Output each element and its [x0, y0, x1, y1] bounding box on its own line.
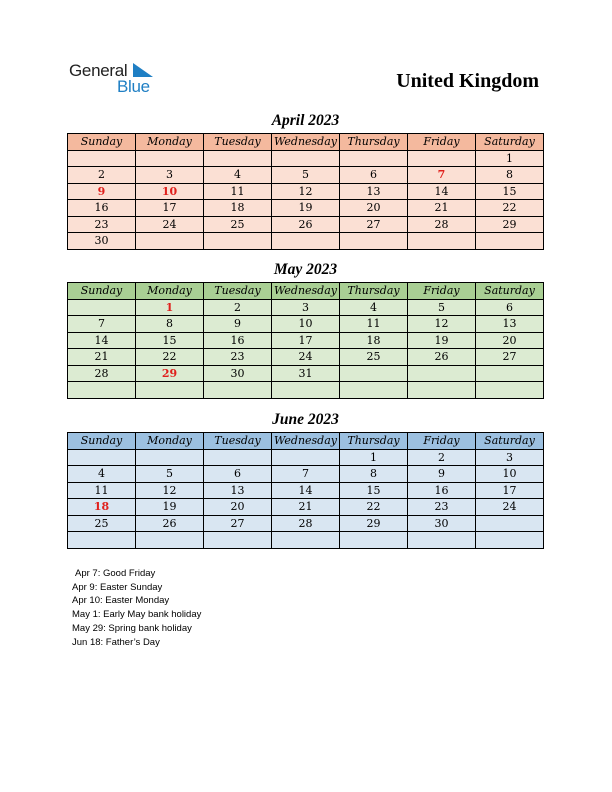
day-cell: 20	[340, 200, 408, 217]
weekday-header: Saturday	[476, 283, 544, 300]
country-title: United Kingdom	[396, 70, 539, 92]
month-title-june: June 2023	[272, 411, 339, 428]
day-cell: 19	[136, 499, 204, 516]
day-cell: 10	[476, 466, 544, 483]
day-cell: 7	[272, 466, 340, 483]
day-cell: 14	[272, 482, 340, 499]
day-cell	[136, 382, 204, 399]
day-cell	[408, 150, 476, 167]
week-row	[68, 167, 544, 184]
day-cell	[476, 233, 544, 250]
week-row	[68, 183, 544, 200]
weekday-header: Wednesday	[272, 134, 340, 151]
day-cell: 13	[476, 316, 544, 333]
day-cell	[272, 150, 340, 167]
holiday-list-item: Apr 10: Easter Monday	[72, 595, 170, 607]
day-cell	[408, 382, 476, 399]
day-cell: 22	[340, 499, 408, 516]
day-cell: 17	[476, 482, 544, 499]
day-cell: 24	[136, 216, 204, 233]
week-row	[68, 200, 544, 217]
weekday-header: Monday	[136, 433, 204, 450]
week-row	[68, 382, 544, 399]
week-row	[68, 515, 544, 532]
day-cell: 22	[476, 200, 544, 217]
logo	[69, 61, 159, 95]
day-cell: 18	[68, 499, 136, 516]
day-cell: 21	[68, 349, 136, 366]
weekday-header: Thursday	[340, 433, 408, 450]
day-cell: 3	[476, 449, 544, 466]
day-cell: 14	[68, 332, 136, 349]
weekday-header-row	[68, 433, 544, 450]
holiday-list-item: Apr 9: Easter Sunday	[72, 581, 163, 593]
day-cell: 29	[136, 365, 204, 382]
day-cell	[204, 233, 272, 250]
day-cell	[408, 365, 476, 382]
day-cell: 29	[476, 216, 544, 233]
day-cell: 5	[272, 167, 340, 184]
day-cell: 4	[68, 466, 136, 483]
day-cell: 14	[408, 183, 476, 200]
week-row	[68, 449, 544, 466]
weekday-header-row	[68, 134, 544, 151]
day-cell: 16	[204, 332, 272, 349]
day-cell	[408, 233, 476, 250]
week-row	[68, 482, 544, 499]
day-cell: 2	[204, 299, 272, 316]
weekday-header: Tuesday	[204, 283, 272, 300]
logo-word-blue: Blue	[117, 77, 150, 96]
day-cell: 30	[408, 515, 476, 532]
day-cell: 30	[204, 365, 272, 382]
day-cell: 1	[136, 299, 204, 316]
week-row	[68, 316, 544, 333]
day-cell: 9	[204, 316, 272, 333]
day-cell: 15	[136, 332, 204, 349]
holiday-list-item: May 29: Spring bank holiday	[72, 622, 192, 634]
holiday-list-item: Apr 7: Good Friday	[75, 568, 156, 579]
day-cell: 2	[408, 449, 476, 466]
day-cell: 16	[68, 200, 136, 217]
month-title-april: April 2023	[271, 112, 340, 129]
holiday-list	[72, 567, 201, 649]
month-title-may: May 2023	[273, 261, 338, 278]
weekday-header: Friday	[408, 433, 476, 450]
day-cell: 12	[408, 316, 476, 333]
day-cell: 21	[408, 200, 476, 217]
day-cell	[476, 515, 544, 532]
day-cell: 31	[272, 365, 340, 382]
holiday-list-item: May 1: Early May bank holiday	[72, 609, 202, 621]
day-cell: 21	[272, 499, 340, 516]
day-cell: 8	[340, 466, 408, 483]
day-cell	[340, 532, 408, 549]
day-cell	[204, 150, 272, 167]
weekday-header: Monday	[136, 134, 204, 151]
day-cell	[272, 382, 340, 399]
day-cell: 20	[204, 499, 272, 516]
day-cell	[68, 532, 136, 549]
day-cell: 6	[476, 299, 544, 316]
day-cell: 5	[136, 466, 204, 483]
weekday-header: Sunday	[68, 283, 136, 300]
day-cell: 24	[476, 499, 544, 516]
day-cell: 23	[204, 349, 272, 366]
day-cell: 11	[340, 316, 408, 333]
day-cell	[272, 532, 340, 549]
day-cell: 28	[408, 216, 476, 233]
day-cell: 11	[204, 183, 272, 200]
day-cell	[136, 150, 204, 167]
day-cell: 22	[136, 349, 204, 366]
day-cell	[340, 365, 408, 382]
day-cell: 29	[340, 515, 408, 532]
day-cell	[340, 382, 408, 399]
day-cell	[476, 382, 544, 399]
day-cell: 4	[204, 167, 272, 184]
weekday-header: Sunday	[68, 433, 136, 450]
day-cell: 8	[476, 167, 544, 184]
weekday-header: Saturday	[476, 433, 544, 450]
day-cell: 15	[476, 183, 544, 200]
day-cell: 3	[136, 167, 204, 184]
day-cell: 17	[272, 332, 340, 349]
day-cell: 7	[68, 316, 136, 333]
day-cell: 26	[272, 216, 340, 233]
day-cell: 15	[340, 482, 408, 499]
day-cell: 25	[340, 349, 408, 366]
holiday-list-item: Jun 18: Father’s Day	[72, 636, 160, 648]
day-cell: 5	[408, 299, 476, 316]
weekday-header: Wednesday	[272, 433, 340, 450]
day-cell: 12	[136, 482, 204, 499]
day-cell	[272, 233, 340, 250]
day-cell: 10	[272, 316, 340, 333]
day-cell	[340, 150, 408, 167]
day-cell: 11	[68, 482, 136, 499]
day-cell: 28	[272, 515, 340, 532]
day-cell: 26	[408, 349, 476, 366]
day-cell: 27	[476, 349, 544, 366]
day-cell: 20	[476, 332, 544, 349]
week-row	[68, 332, 544, 349]
day-cell	[204, 449, 272, 466]
day-cell	[204, 532, 272, 549]
weekday-header: Sunday	[68, 134, 136, 151]
day-cell: 27	[204, 515, 272, 532]
week-row	[68, 216, 544, 233]
day-cell: 13	[340, 183, 408, 200]
day-cell: 6	[204, 466, 272, 483]
weekday-header: Monday	[136, 283, 204, 300]
day-cell: 9	[408, 466, 476, 483]
day-cell: 2	[68, 167, 136, 184]
week-row	[68, 466, 544, 483]
calendar-june	[67, 432, 544, 549]
day-cell: 8	[136, 316, 204, 333]
day-cell: 25	[204, 216, 272, 233]
day-cell	[136, 449, 204, 466]
day-cell: 26	[136, 515, 204, 532]
week-row	[68, 299, 544, 316]
weekday-header: Tuesday	[204, 134, 272, 151]
day-cell	[136, 532, 204, 549]
day-cell: 9	[68, 183, 136, 200]
day-cell: 27	[340, 216, 408, 233]
day-cell: 12	[272, 183, 340, 200]
day-cell: 25	[68, 515, 136, 532]
day-cell: 19	[408, 332, 476, 349]
day-cell	[272, 449, 340, 466]
logo-triangle-icon	[133, 63, 153, 77]
day-cell: 17	[136, 200, 204, 217]
weekday-header: Saturday	[476, 134, 544, 151]
week-row	[68, 499, 544, 516]
day-cell: 23	[68, 216, 136, 233]
day-cell: 13	[204, 482, 272, 499]
day-cell	[68, 382, 136, 399]
day-cell: 30	[68, 233, 136, 250]
weekday-header: Friday	[408, 283, 476, 300]
weekday-header: Thursday	[340, 283, 408, 300]
day-cell	[68, 299, 136, 316]
day-cell	[340, 233, 408, 250]
day-cell	[136, 233, 204, 250]
day-cell: 6	[340, 167, 408, 184]
calendar-april	[67, 133, 544, 250]
weekday-header: Thursday	[340, 134, 408, 151]
day-cell	[204, 382, 272, 399]
week-row	[68, 349, 544, 366]
day-cell: 1	[340, 449, 408, 466]
day-cell: 19	[272, 200, 340, 217]
calendar-may	[67, 282, 544, 399]
week-row	[68, 150, 544, 167]
day-cell	[68, 150, 136, 167]
day-cell	[476, 365, 544, 382]
day-cell	[408, 532, 476, 549]
weekday-header-row	[68, 283, 544, 300]
day-cell	[476, 532, 544, 549]
logo-word-general: General	[69, 61, 128, 80]
day-cell: 16	[408, 482, 476, 499]
day-cell: 3	[272, 299, 340, 316]
weekday-header: Tuesday	[204, 433, 272, 450]
week-row	[68, 532, 544, 549]
weekday-header: Wednesday	[272, 283, 340, 300]
day-cell: 7	[408, 167, 476, 184]
day-cell: 4	[340, 299, 408, 316]
day-cell: 28	[68, 365, 136, 382]
day-cell: 24	[272, 349, 340, 366]
day-cell: 18	[204, 200, 272, 217]
day-cell: 23	[408, 499, 476, 516]
day-cell	[68, 449, 136, 466]
day-cell: 1	[476, 150, 544, 167]
weekday-header: Friday	[408, 134, 476, 151]
week-row	[68, 365, 544, 382]
day-cell: 18	[340, 332, 408, 349]
week-row	[68, 233, 544, 250]
day-cell: 10	[136, 183, 204, 200]
